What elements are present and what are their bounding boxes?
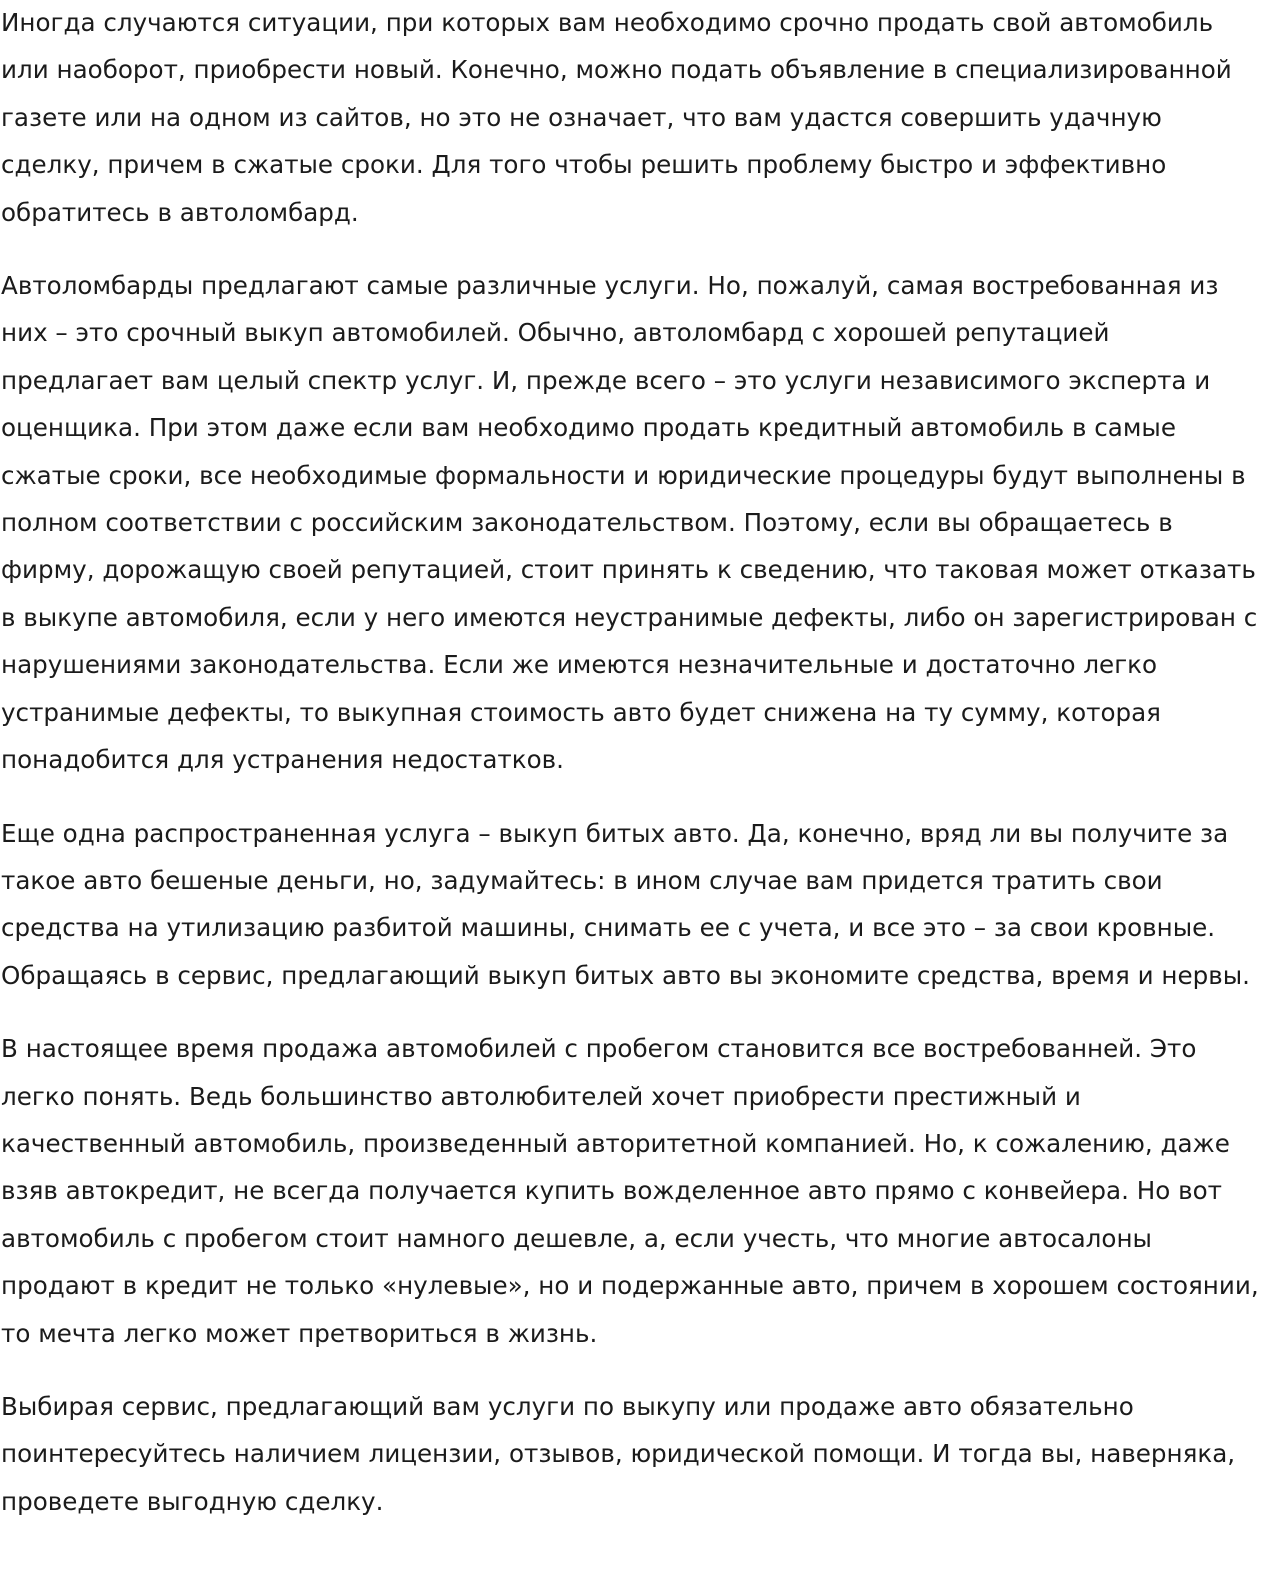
paragraph-damaged-cars: Еще одна распространенная услуга – выкуп битых авто. Да, конечно, вряд ли вы получите за такое авто бешеные деньги, но, задумайтесь: в ином случае вам придется тратить свои средства на утилизацию разбитой машины, снимать ее с учета, и все это – за свои кровные. Обращаясь в сервис, предлагающий выкуп битых авто вы экономите средства, время и нервы. bbox=[1, 818, 1250, 990]
paragraph-services: Автоломбарды предлагают самые различные услуги. Но, пожалуй, самая востребованная из них – это срочный выкуп автомобилей. Обычно, автоломбард с хорошей репутацией предлагает вам целый спектр услуг. И, прежде всего – это услуги независимого эксперта и оценщика. При этом даже если вам необходимо продать кредитный автомобиль в самые сжатые сроки, все необходимые формальности и юридические процедуры будут выполнены в полном соответствии с российским законодательством. Поэтому, если вы обращаетесь в фирму, дорожащую своей репутацией, стоит принять к сведению, что таковая может отказать в выкупе автомобиля, если у него имеются неустранимые дефекты, либо он зарегистрирован с нарушениями законодательства. Если же имеются незначительные и достаточно легко устранимые дефекты, то выкупная стоимость авто будет снижена на ту сумму, которая понадобится для устранения недостатков. bbox=[1, 271, 1258, 775]
paragraph-intro: Иногда случаются ситуации, при которых вам необходимо срочно продать свой автомобиль или наоборот, приобрести новый. Конечно, можно подать объявление в специализированной газете или на одном из сайтов, но это не означает, что вам удастся совершить удачную сделку, причем в сжатые сроки. Для того чтобы решить проблему быстро и эффективно обратитесь в автоломбард. bbox=[1, 8, 1232, 227]
paragraph-used-cars: В настоящее время продажа автомобилей с пробегом становится все востребованней. Это легко понять. Ведь большинство автолюбителей хочет приобрести престижный и качественный автомобиль, произведенный авторитетной компанией. Но, к сожалению, даже взяв автокредит, не всегда получается купить вожделенное авто прямо с конвейера. Но вот автомобиль с пробегом стоит намного дешевле, а, если учесть, что многие автосалоны продают в кредит не только «нулевые», но и подержанные авто, причем в хорошем состоянии, то мечта легко может претвориться в жизнь. bbox=[1, 1034, 1259, 1348]
paragraph-conclusion: Выбирая сервис, предлагающий вам услуги по выкупу или продаже авто обязательно поинтересуйтесь наличием лицензии, отзывов, юридической помощи. И тогда вы, наверняка, проведете выгодную сделку. bbox=[1, 1391, 1236, 1516]
